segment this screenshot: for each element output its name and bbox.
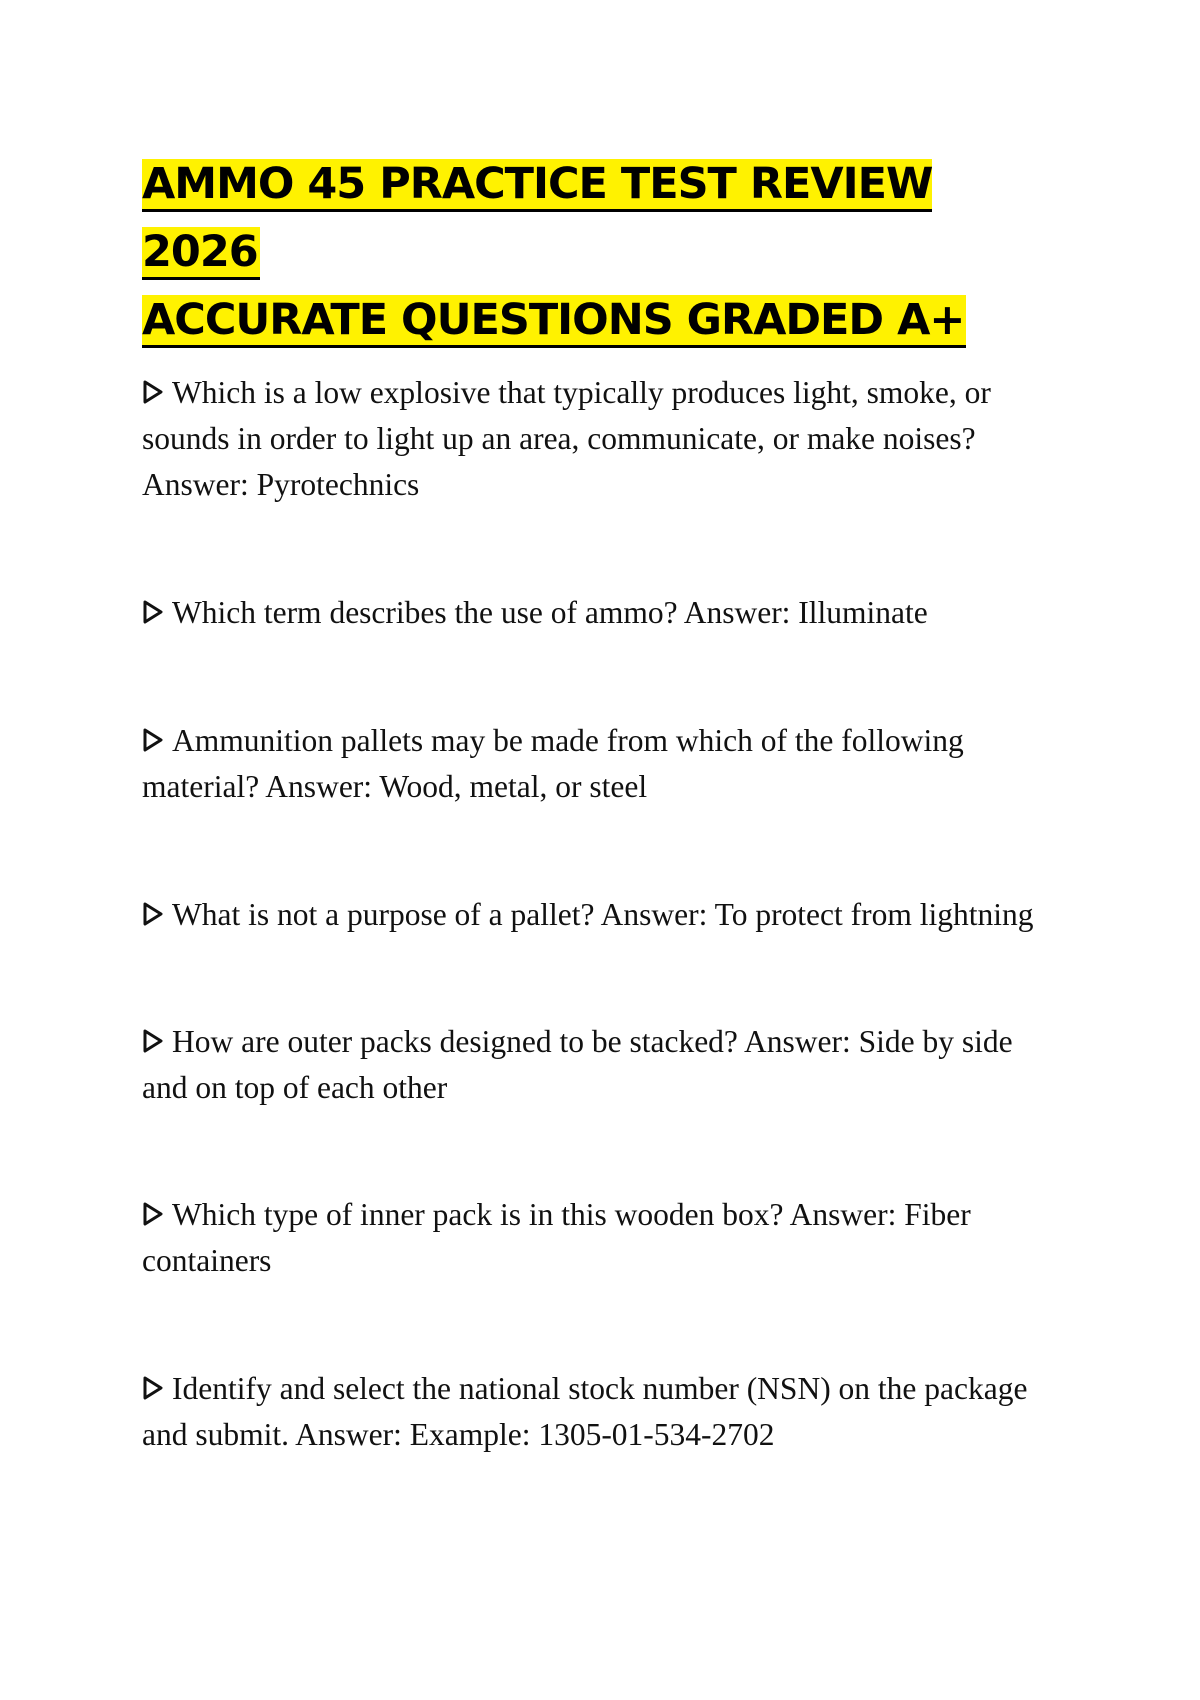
- qa-item: [142, 1019, 1042, 1111]
- title-line-1: AMMO 45 PRACTICE TEST REVIEW 2026: [142, 159, 932, 280]
- qa-item: [142, 1366, 1042, 1458]
- document-title: [142, 150, 1042, 354]
- qa-item-text: Which term describes the use of ammo? Answer: Illuminate: [172, 595, 928, 630]
- title-line-2: ACCURATE QUESTIONS GRADED A+: [142, 295, 966, 348]
- qa-item: [142, 718, 1042, 810]
- triangle-bullet-icon: [142, 727, 164, 753]
- qa-item-text: Which type of inner pack is in this wooden box? Answer: Fiber containers: [142, 1197, 971, 1278]
- qa-item: [142, 1192, 1042, 1284]
- triangle-bullet-icon: [142, 901, 164, 927]
- qa-item: [142, 370, 1042, 508]
- qa-item-text: What is not a purpose of a pallet? Answer: To protect from lightning: [172, 897, 1034, 932]
- triangle-bullet-icon: [142, 379, 164, 405]
- triangle-bullet-icon: [142, 599, 164, 625]
- qa-item-text: Identify and select the national stock number (NSN) on the package and submit. Answer: Example: 1305-01-534-2702: [142, 1371, 1028, 1452]
- qa-item-text: Ammunition pallets may be made from which of the following material? Answer: Wood, metal, or steel: [142, 723, 964, 804]
- qa-item-text: How are outer packs designed to be stacked? Answer: Side by side and on top of each other: [142, 1024, 1013, 1105]
- triangle-bullet-icon: [142, 1375, 164, 1401]
- qa-item: [142, 892, 1042, 938]
- triangle-bullet-icon: [142, 1028, 164, 1054]
- qa-item-text: Which is a low explosive that typically produces light, smoke, or sounds in order to light up an area, communicate, or make noises? Answer: Pyrotechnics: [142, 375, 991, 502]
- qa-item: [142, 590, 1042, 636]
- triangle-bullet-icon: [142, 1201, 164, 1227]
